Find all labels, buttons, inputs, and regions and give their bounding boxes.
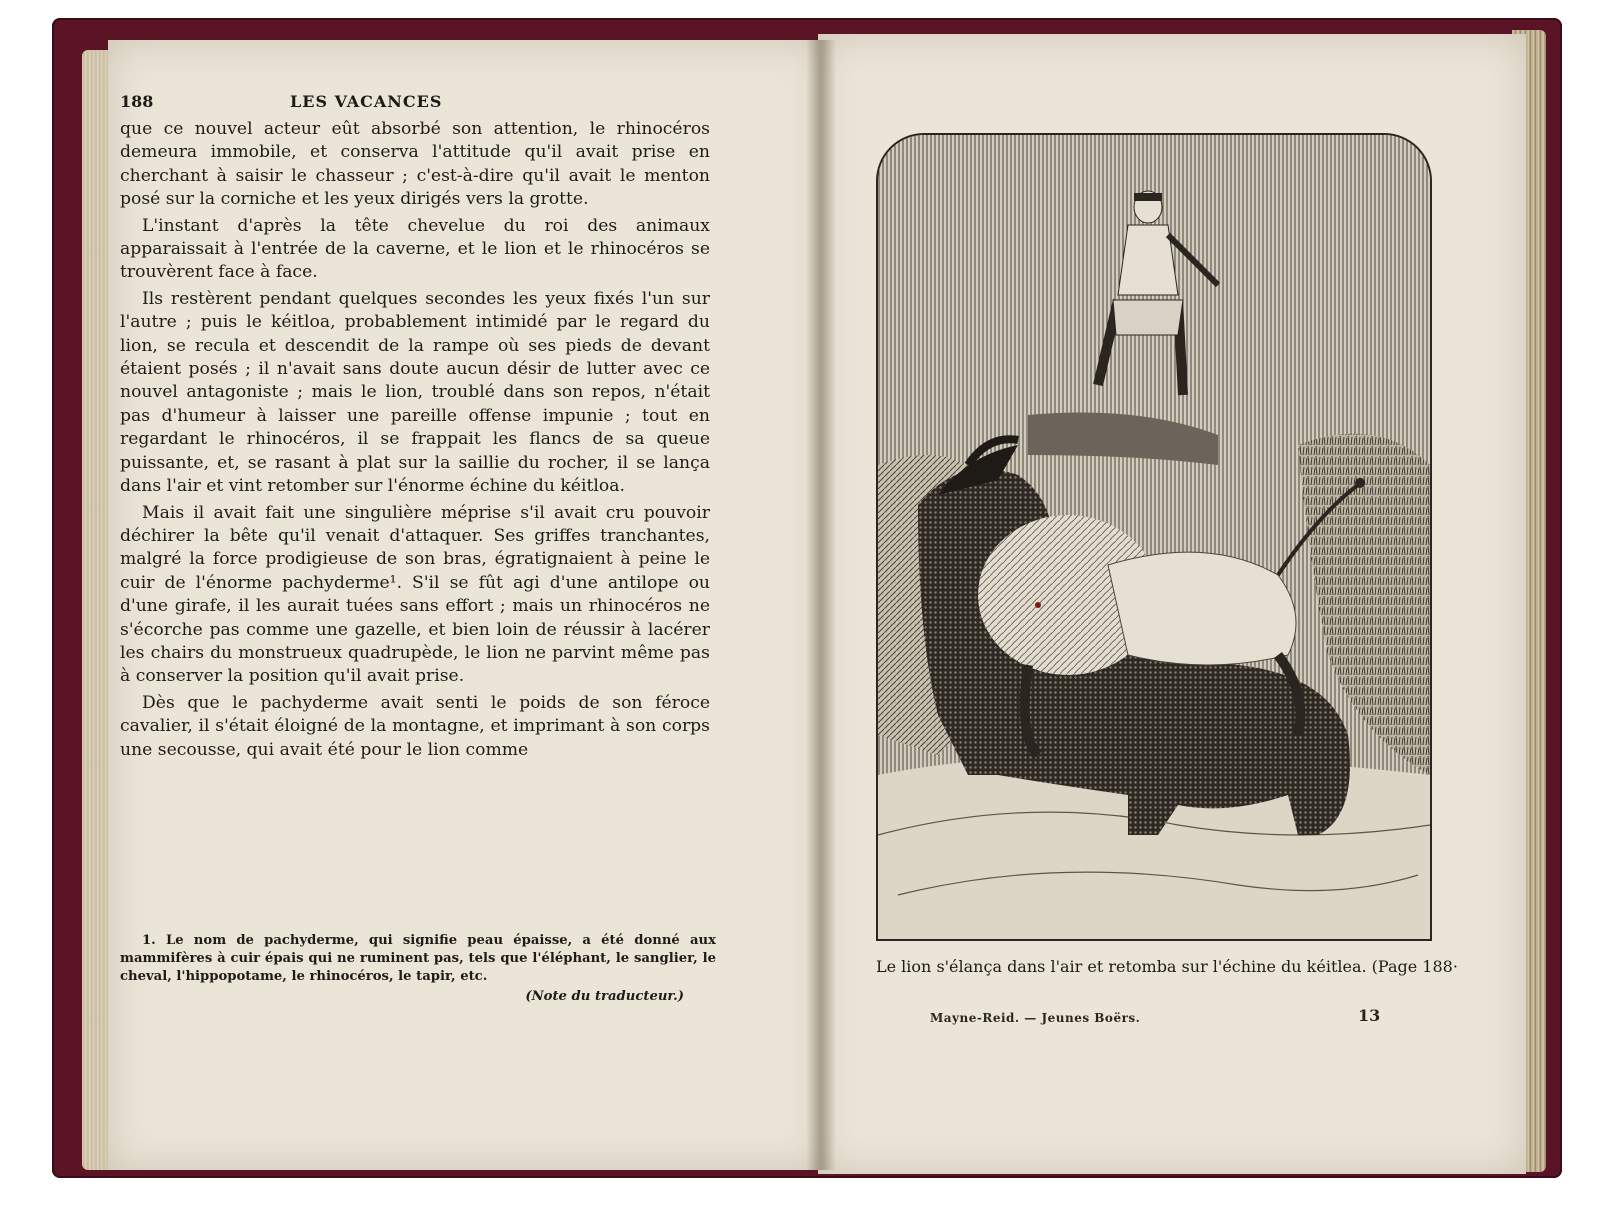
paragraph: Mais il avait fait une singulière méprise s'il avait cru pouvoir déchirer la bête qu'il venait d'attaquer. Ses griffes tranchantes, malgré la force prodigieuse de son bras, égratignaient à peine le cuir de l'énorme pachyderme¹. S'il se fût agi d'une antilope ou d'une girafe, il les aurait tuées sans effort ; mais un rhinocéros ne s'écorche pas comme une gazelle, et bien loin de réussir à lacérer les chairs du monstrueux quadrupède, le lion ne parvint même pas à conserver la position qu'il avait prise.	[120, 502, 710, 687]
running-header	[120, 92, 720, 116]
running-title: LES VACANCES	[290, 92, 443, 111]
book-gutter	[806, 40, 836, 1170]
paragraph: que ce nouvel acteur eût absorbé son attention, le rhinocéros demeura immobile, et conserva l'attitude qu'il avait prise en cherchant à saisir le chasseur ; c'est-à-dire qu'il avait le menton posé sur la corniche et les yeux dirigés vers la grotte.	[120, 119, 710, 210]
engraving-illustration	[876, 133, 1432, 941]
page-number: 188	[120, 92, 154, 111]
footnote-text: 1. Le nom de pachyderme, qui signifie peau épaisse, a été donné aux mammifères à cuir épais qui ne ruminent pas, tels que l'éléphant, le sanglier, le cheval, l'hippopotame, le rhinocéros, le tapir, etc.	[120, 933, 716, 984]
illustration-caption: Le lion s'élança dans l'air et retomba sur l'échine du kéitlea. (Page 188·	[876, 957, 1458, 976]
footnote-signature: (Note du traducteur.)	[525, 989, 684, 1004]
footnote	[120, 932, 716, 1006]
footer-signature: Mayne-Reid. — Jeunes Boërs.	[930, 1011, 1141, 1025]
paragraph: Ils restèrent pendant quelques secondes les yeux fixés l'un sur l'autre ; puis le kéitloa, probablement intimidé par le regard du lion, se recula et descendit de la rampe où ses pieds de devant étaient posés ; il n'avait sans doute aucun désir de lutter avec ce nouvel antagoniste ; mais le lion, troublé dans son repos, n'était pas d'humeur à laisser une pareille offense impunie ; tout en regardant le rhinocéros, il se frappait les flancs de sa queue puissante, et, se rasant à plat sur la saillie du rocher, il se lança dans l'air et vint retomber sur l'énorme échine du kéitloa.	[120, 288, 710, 497]
body-text	[120, 118, 710, 765]
paragraph: Dès que le pachyderme avait senti le poids de son féroce cavalier, il s'était éloigné de la montagne, et imprimant à son corps une secousse, qui avait été pour le lion comme	[120, 692, 710, 760]
paragraph: L'instant d'après la tête chevelue du roi des animaux apparaissait à l'entrée de la caverne, et le lion et le rhinocéros se trouvèrent face à face.	[120, 215, 710, 283]
engraving-drawing	[878, 135, 1430, 939]
signature-number: 13	[1358, 1006, 1381, 1025]
